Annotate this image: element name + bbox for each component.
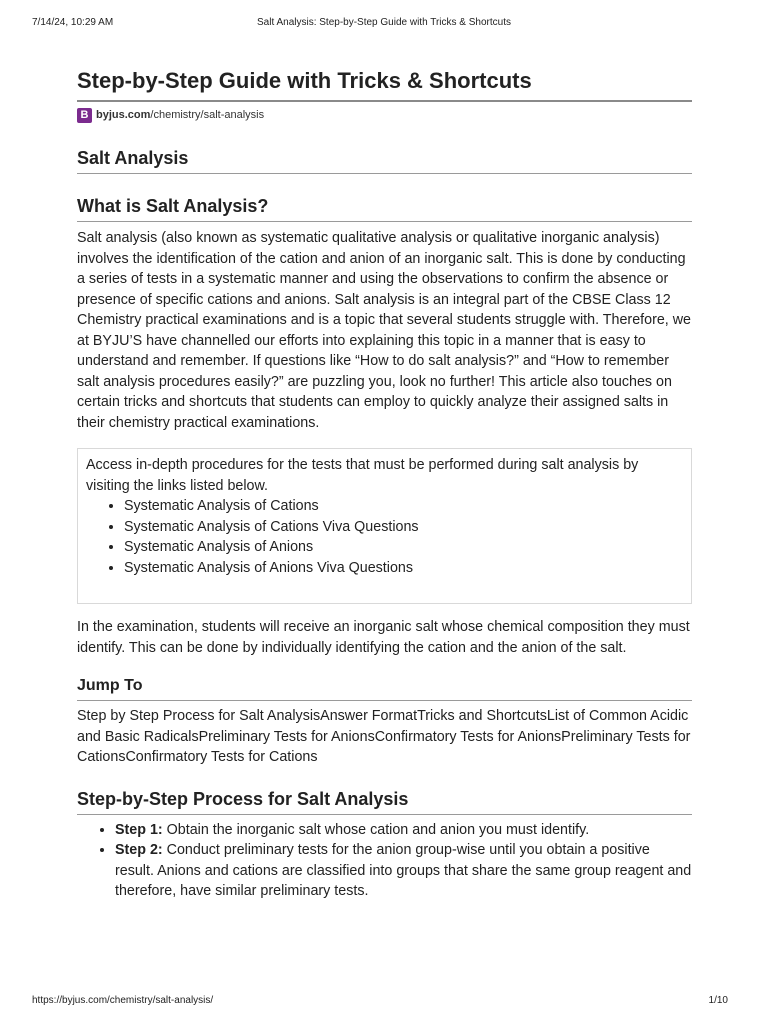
link-anions-viva[interactable]: • Systematic Analysis of Anions Viva Questions xyxy=(124,558,683,579)
jump-to-links[interactable]: Step by Step Process for Salt AnalysisAnswer FormatTricks and ShortcutsList of Common Acidic and Basic RadicalsPreliminary Tests for AnionsConfirmatory Tests for AnionsPreliminary Tests for CationsConfirmatory Tests for Cations xyxy=(77,708,691,765)
step-label: Step 2: xyxy=(115,842,163,858)
byjus-logo-icon: B xyxy=(77,108,92,123)
callout-link-list xyxy=(86,496,683,578)
step-label: Step 1: xyxy=(115,821,163,838)
step-item xyxy=(115,840,692,902)
article xyxy=(77,66,692,902)
link-cations-viva[interactable]: • Systematic Analysis of Cations Viva Questions xyxy=(124,517,683,538)
section-heading-salt-analysis: Salt Analysis xyxy=(77,146,692,174)
source-link[interactable] xyxy=(77,107,692,123)
print-url: https://byjus.com/chemistry/salt-analysis/ xyxy=(32,995,214,1006)
exam-paragraph: In the examination, students will receive an inorganic salt whose chemical composition they must identify. This can be done by individually identifying the cation and the anion of the salt. xyxy=(77,619,690,656)
callout-text: Access in-depth procedures for the tests that must be performed during salt analysis by visiting the links listed below. xyxy=(86,457,639,494)
intro-paragraph: Salt analysis (also known as systematic qualitative analysis or qualitative inorganic analysis) involves the identification of the cation and anion of an inorganic salt. This is done by conducting a series of tests in a systematic manner and using the observations to confirm the absence or presence of specific cations and anions. Salt analysis is an integral part of the CBSE Class 12 Chemistry practical examinations and is a topic that several students struggle with. Therefore, we at BYJU’S have channelled our efforts into explaining this topic in a manner that is easy to understand and remember. If questions like “How to do salt analysis?” and “How to remember salt analysis procedures easily?” are puzzling you, look no further! This article also touches on certain tricks and shortcuts that students can employ to quickly analyze their assigned salts in their chemistry practical examinations. xyxy=(77,230,691,431)
article-title: Step-by-Step Guide with Tricks & Shortcuts xyxy=(77,66,692,102)
step-text: Obtain the inorganic salt whose cation and anion you must identify. xyxy=(162,821,590,838)
step-item xyxy=(115,820,692,841)
print-header xyxy=(32,17,736,31)
print-datetime: 7/14/24, 10:29 AM xyxy=(32,17,114,28)
print-page-title: Salt Analysis: Step-by-Step Guide with Tricks & Shortcuts xyxy=(257,17,511,28)
source-path[interactable]: /chemistry/salt-analysis xyxy=(150,109,265,121)
link-anions[interactable]: • Systematic Analysis of Anions xyxy=(124,537,683,558)
jump-to-heading: Jump To xyxy=(77,675,692,701)
source-domain[interactable]: byjus.com xyxy=(96,109,151,121)
links-callout-box xyxy=(77,448,692,604)
steps-list xyxy=(77,820,692,902)
steps-heading: Step-by-Step Process for Salt Analysis xyxy=(77,787,692,815)
print-footer xyxy=(32,995,736,1009)
step-text: Conduct preliminary tests for the anion group-wise until you obtain a positive result. Anions and cations are classified into groups that share the same group reagent and therefore, have similar preliminary tests. xyxy=(115,842,692,899)
link-cations[interactable]: • Systematic Analysis of Cations xyxy=(124,496,683,517)
section-heading-what-is: What is Salt Analysis? xyxy=(77,194,692,222)
page-number: 1/10 xyxy=(708,995,728,1006)
